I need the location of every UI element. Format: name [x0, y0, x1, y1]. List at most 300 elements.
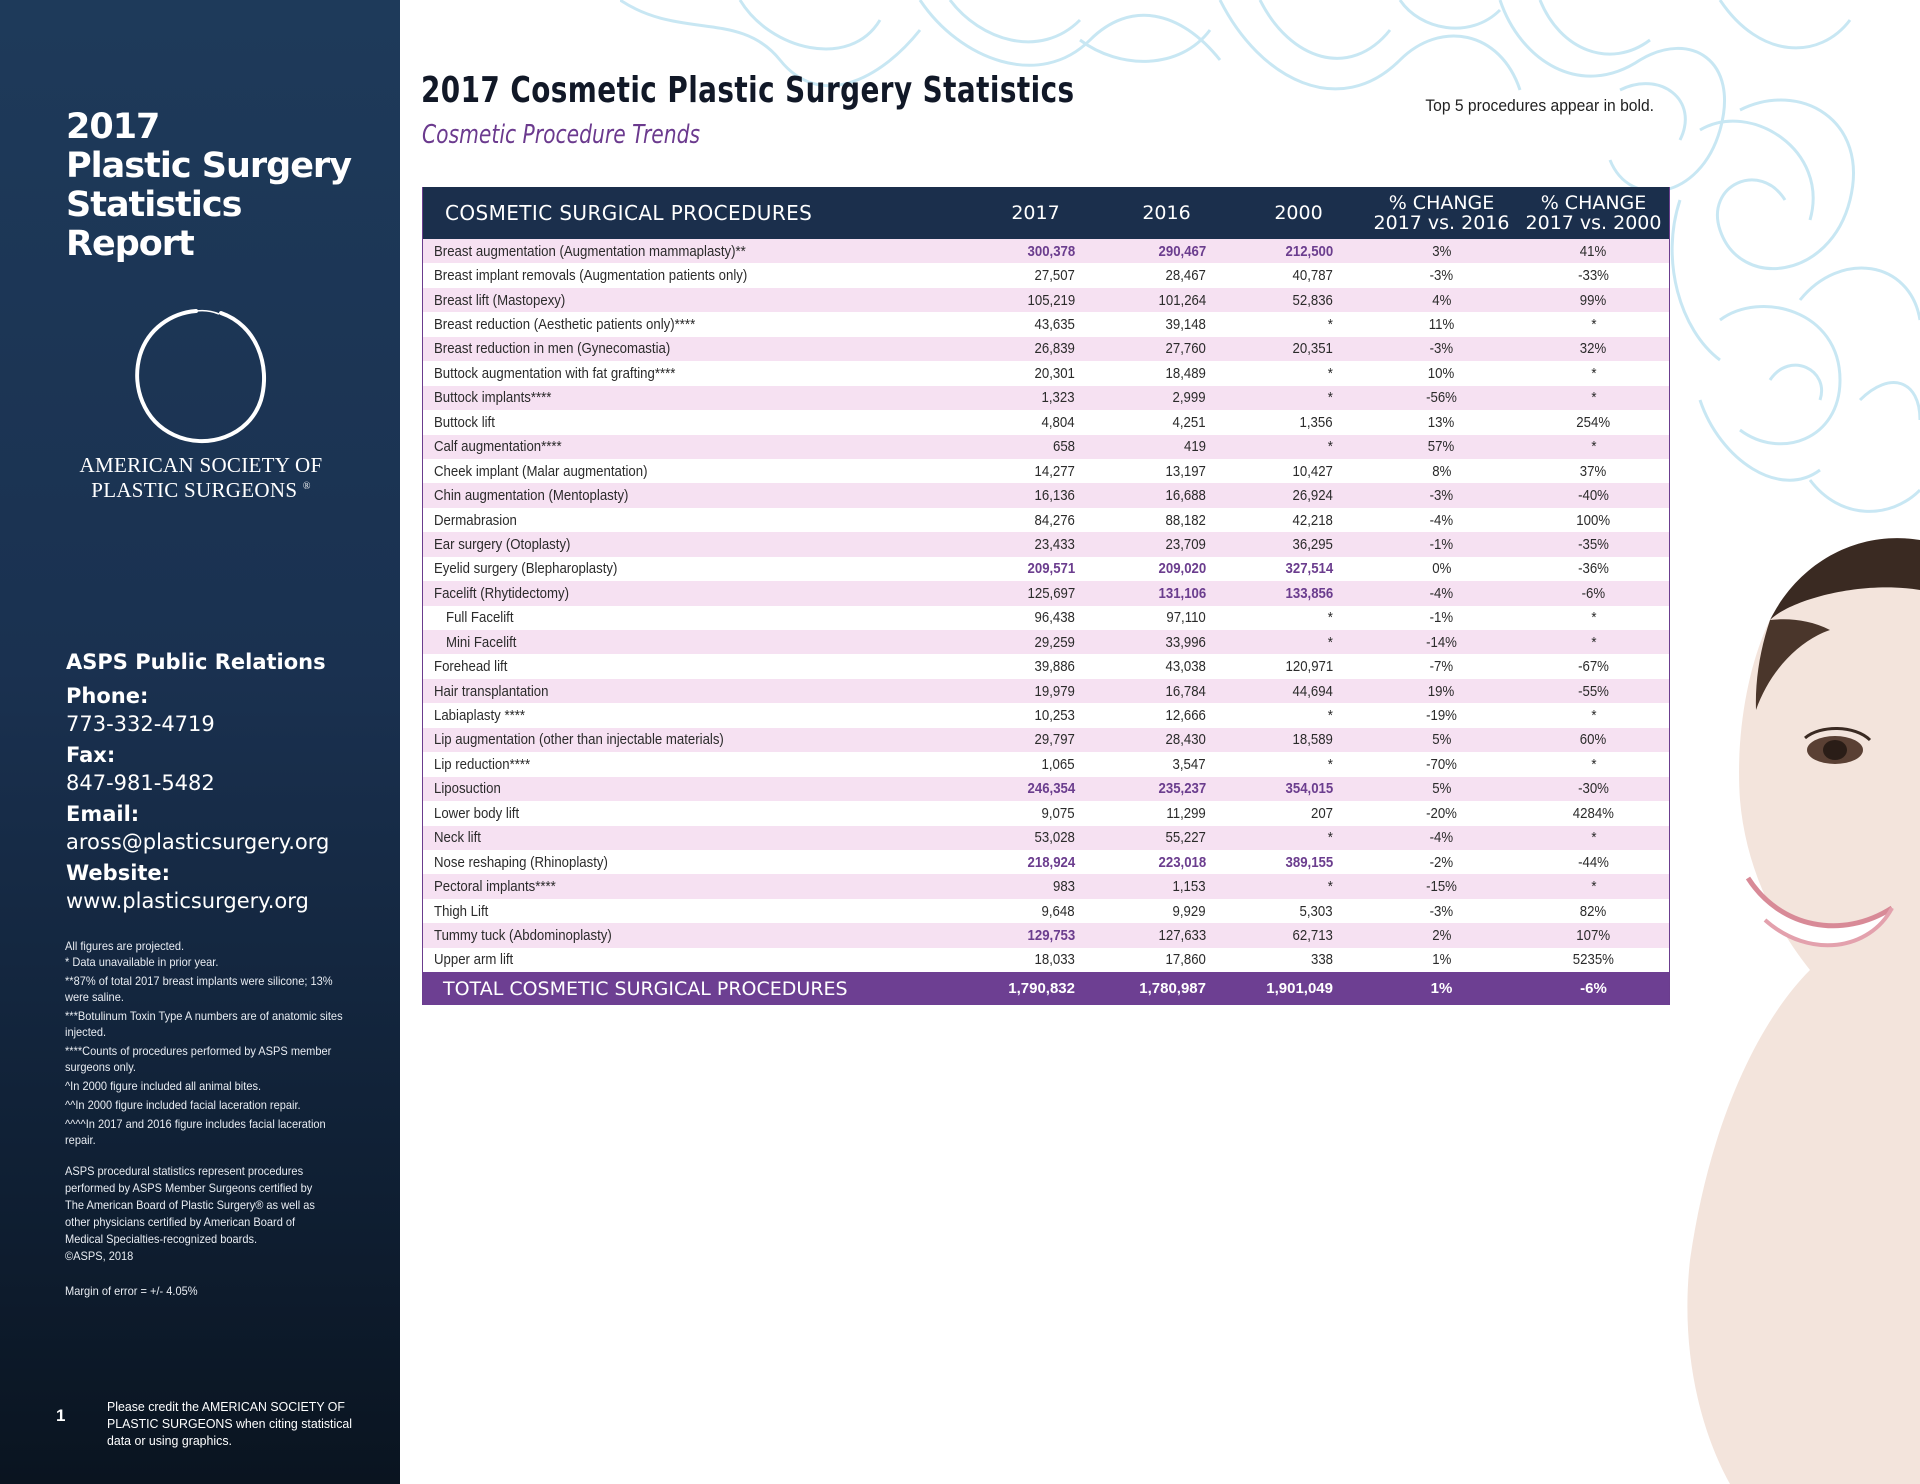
value-2000	[1232, 850, 1365, 874]
cell-text: 983	[1052, 878, 1075, 896]
procedure-name	[423, 581, 970, 605]
col-header-2016: 2016	[1142, 202, 1191, 224]
contact-heading: ASPS Public Relations	[66, 650, 326, 674]
cell-text: 39,886	[1034, 658, 1075, 676]
cell-text: 129,753	[1027, 926, 1075, 944]
value-2016	[1101, 850, 1232, 874]
table-row	[423, 923, 1669, 947]
value-2017	[970, 923, 1101, 947]
cell-text: -19%	[1426, 707, 1457, 725]
contact-block	[66, 648, 329, 918]
value-2017	[970, 679, 1101, 703]
cell-text: -55%	[1578, 682, 1609, 700]
procedure-name	[423, 899, 970, 923]
total-change-2016	[1365, 972, 1518, 1005]
value-2000	[1232, 386, 1365, 410]
total-2000	[1232, 972, 1365, 1005]
value-2000	[1232, 923, 1365, 947]
footnote: ^In 2000 figure included all animal bites.	[65, 1079, 262, 1093]
cell-text: 27,760	[1165, 340, 1206, 358]
cell-text: Breast implant removals (Augmentation patients only)	[434, 267, 748, 285]
value-2016	[1101, 435, 1232, 459]
footnote: ^^In 2000 figure included facial laceration repair.	[65, 1098, 301, 1112]
col-header-2017: 2017	[1011, 202, 1060, 224]
cell-text: -3%	[1429, 487, 1454, 505]
change-2000	[1518, 361, 1669, 385]
procedure-name	[423, 410, 970, 434]
procedure-name	[423, 508, 970, 532]
cell-text: 16,784	[1165, 682, 1206, 700]
cell-text: Nose reshaping (Rhinoplasty)	[434, 853, 608, 871]
procedure-name	[423, 923, 970, 947]
cell-text: *	[1590, 316, 1597, 334]
change-2000	[1518, 459, 1669, 483]
change-2016	[1365, 777, 1518, 801]
change-2016	[1365, 557, 1518, 581]
cell-text: *	[1590, 438, 1597, 456]
cell-text: 11%	[1428, 316, 1455, 334]
cell-text: 8%	[1431, 462, 1452, 480]
cell-text: Facelift (Rhytidectomy)	[434, 584, 569, 602]
change-2000	[1518, 801, 1669, 825]
cell-text: Labiaplasty ****	[434, 707, 525, 725]
cell-text: 53,028	[1034, 829, 1075, 847]
cell-text: 42,218	[1292, 511, 1333, 529]
value-2017	[970, 483, 1101, 507]
value-2000	[1232, 581, 1365, 605]
value-2017	[970, 703, 1101, 727]
table-row	[423, 435, 1669, 459]
top5-note: Top 5 procedures appear in bold.	[1425, 96, 1654, 115]
procedure-name	[423, 801, 970, 825]
value-2016	[1101, 288, 1232, 312]
cell-text: 28,430	[1165, 731, 1206, 749]
email-label: Email:	[66, 802, 140, 826]
report-title	[66, 108, 351, 264]
table-row	[423, 532, 1669, 556]
value-2000	[1232, 679, 1365, 703]
change-2016	[1365, 801, 1518, 825]
procedures-table	[422, 187, 1670, 1005]
cell-text: -36%	[1578, 560, 1609, 578]
cell-text: Hair transplantation	[434, 682, 549, 700]
cell-text: 131,106	[1158, 584, 1206, 602]
value-2016	[1101, 801, 1232, 825]
procedure-name	[423, 312, 970, 336]
change-2016	[1365, 948, 1518, 972]
cell-text: 133,856	[1285, 584, 1333, 602]
table-body	[423, 239, 1669, 972]
cell-text: 1,901,049	[1266, 980, 1333, 998]
cell-text: 125,697	[1027, 584, 1075, 602]
cell-text: -3%	[1429, 340, 1454, 358]
change-2016	[1365, 899, 1518, 923]
cell-text: 62,713	[1292, 926, 1333, 944]
change-2000	[1518, 728, 1669, 752]
cell-text: 44,694	[1292, 682, 1333, 700]
cell-text: 419	[1183, 438, 1206, 456]
cell-text: *	[1327, 707, 1333, 725]
footnote: All figures are projected.	[65, 939, 185, 953]
cell-text: Full Facelift	[446, 609, 514, 627]
cell-text: 354,015	[1285, 780, 1333, 798]
value-2017	[970, 312, 1101, 336]
value-2016	[1101, 630, 1232, 654]
cell-text: 1,065	[1041, 755, 1075, 773]
cell-text: 107%	[1576, 926, 1611, 944]
cell-text: Thigh Lift	[434, 902, 489, 920]
cell-text: 246,354	[1027, 780, 1075, 798]
table-row	[423, 899, 1669, 923]
footnote: * Data unavailable in prior year.	[65, 955, 219, 969]
procedure-name	[423, 263, 970, 287]
value-2000	[1232, 826, 1365, 850]
cell-text: Buttock implants****	[434, 389, 552, 407]
cell-text: *	[1327, 316, 1333, 334]
change-2000	[1518, 557, 1669, 581]
change-2016	[1365, 508, 1518, 532]
value-2000	[1232, 312, 1365, 336]
cell-text: -40%	[1578, 487, 1609, 505]
value-2017	[970, 557, 1101, 581]
cell-text: -4%	[1429, 511, 1454, 529]
cell-text: 26,839	[1034, 340, 1075, 358]
cell-text: 27,507	[1034, 267, 1075, 285]
change-2000	[1518, 703, 1669, 727]
value-2000	[1232, 435, 1365, 459]
change-2016	[1365, 386, 1518, 410]
cell-text: 18,489	[1165, 364, 1206, 382]
table-row	[423, 630, 1669, 654]
page-number: 1	[56, 1406, 66, 1425]
cell-text: Buttock lift	[434, 413, 495, 431]
table-row	[423, 386, 1669, 410]
cell-text: 105,219	[1027, 291, 1075, 309]
procedure-name	[423, 850, 970, 874]
table-row	[423, 948, 1669, 972]
cell-text: Pectoral implants****	[434, 878, 556, 896]
cell-text: 23,433	[1034, 535, 1075, 553]
cell-text: 9,075	[1041, 804, 1075, 822]
cell-text: -30%	[1578, 780, 1609, 798]
table-row	[423, 263, 1669, 287]
change-2016	[1365, 874, 1518, 898]
change-2000	[1518, 948, 1669, 972]
cell-text: -3%	[1429, 267, 1454, 285]
page-subtitle: Cosmetic Procedure Trends	[422, 120, 701, 150]
cell-text: 84,276	[1034, 511, 1075, 529]
cell-text: -7%	[1429, 658, 1454, 676]
cell-text: *	[1590, 878, 1597, 896]
cell-text: 33,996	[1165, 633, 1206, 651]
value-2017	[970, 899, 1101, 923]
cell-text: *	[1327, 829, 1333, 847]
value-2016	[1101, 948, 1232, 972]
cell-text: Eyelid surgery (Blepharoplasty)	[434, 560, 618, 578]
value-2000	[1232, 483, 1365, 507]
cell-text: 16,136	[1034, 487, 1075, 505]
table-row	[423, 826, 1669, 850]
cell-text: *	[1590, 755, 1597, 773]
cell-text: 99%	[1580, 291, 1607, 309]
value-2016	[1101, 752, 1232, 776]
cell-text: Forehead lift	[434, 658, 508, 676]
procedure-name	[423, 826, 970, 850]
change-2000	[1518, 410, 1669, 434]
value-2017	[970, 606, 1101, 630]
value-2017	[970, 288, 1101, 312]
procedure-name	[423, 728, 970, 752]
change-2000	[1518, 483, 1669, 507]
cell-text: 223,018	[1158, 853, 1206, 871]
table-row	[423, 850, 1669, 874]
cell-text: *	[1590, 389, 1597, 407]
value-2017	[970, 361, 1101, 385]
procedure-name	[423, 874, 970, 898]
table-row	[423, 728, 1669, 752]
cell-text: 97,110	[1166, 609, 1206, 627]
email-link[interactable]: aross@plasticsurgery.org	[66, 830, 330, 854]
website-label: Website:	[66, 861, 171, 885]
value-2016	[1101, 483, 1232, 507]
change-2016	[1365, 532, 1518, 556]
procedure-name	[423, 483, 970, 507]
cell-text: 1,153	[1172, 878, 1206, 896]
cell-text: Breast reduction in men (Gynecomastia)	[434, 340, 671, 358]
change-2016	[1365, 337, 1518, 361]
credit-note: Please credit the AMERICAN SOCIETY OF PLASTIC SURGEONS when citing statistical data or using graphics.	[107, 1399, 353, 1448]
cell-text: 36,295	[1292, 535, 1333, 553]
procedure-name	[423, 435, 970, 459]
cell-text: 19%	[1428, 682, 1455, 700]
change-2000	[1518, 386, 1669, 410]
procedure-name	[423, 288, 970, 312]
value-2016	[1101, 654, 1232, 678]
change-2016	[1365, 630, 1518, 654]
procedure-name	[423, 752, 970, 776]
change-2000	[1518, 532, 1669, 556]
cell-text: 658	[1052, 438, 1075, 456]
value-2016	[1101, 337, 1232, 361]
change-2016	[1365, 263, 1518, 287]
value-2017	[970, 826, 1101, 850]
page-title: 2017 Cosmetic Plastic Surgery Statistics	[421, 70, 1075, 111]
col-header-change-2000	[1518, 187, 1669, 239]
cell-text: 16,688	[1165, 487, 1206, 505]
cell-text: -44%	[1578, 853, 1609, 871]
col-header-change-2016	[1365, 187, 1518, 239]
cell-text: Buttock augmentation with fat grafting****	[434, 364, 676, 382]
cell-text: *	[1327, 364, 1333, 382]
procedure-name	[423, 630, 970, 654]
cell-text: 29,259	[1034, 633, 1075, 651]
cell-text: 207	[1310, 804, 1333, 822]
change-2000	[1518, 752, 1669, 776]
cell-text: 14,277	[1034, 462, 1075, 480]
cell-text: 1%	[1430, 980, 1453, 998]
cell-text: -4%	[1429, 584, 1454, 602]
value-2000	[1232, 948, 1365, 972]
procedure-name	[423, 337, 970, 361]
cell-text: -14%	[1426, 633, 1457, 651]
change-2000	[1518, 630, 1669, 654]
fax-value: 847-981-5482	[66, 771, 215, 795]
value-2016	[1101, 826, 1232, 850]
value-2016	[1101, 361, 1232, 385]
cell-text: Cheek implant (Malar augmentation)	[434, 462, 648, 480]
cell-text: *	[1327, 609, 1333, 627]
value-2000	[1232, 801, 1365, 825]
cell-text: 300,378	[1027, 242, 1075, 260]
procedure-name	[423, 777, 970, 801]
cell-text: 11,299	[1166, 804, 1206, 822]
cell-text: 52,836	[1292, 291, 1333, 309]
cell-text: 209,020	[1158, 560, 1206, 578]
cell-text: 101,264	[1158, 291, 1206, 309]
footnotes	[65, 938, 355, 1151]
cell-text: Mini Facelift	[446, 633, 517, 651]
cell-text: 218,924	[1027, 853, 1075, 871]
cell-text: 18,589	[1292, 731, 1333, 749]
value-2016	[1101, 508, 1232, 532]
change-2000	[1518, 312, 1669, 336]
asps-note	[65, 1163, 332, 1265]
change-2016	[1365, 288, 1518, 312]
value-2016	[1101, 606, 1232, 630]
change-2016	[1365, 923, 1518, 947]
table-row	[423, 459, 1669, 483]
change-2000	[1518, 654, 1669, 678]
cell-text: 39,148	[1165, 316, 1206, 334]
col-header-line: 2017 vs. 2000	[1525, 212, 1662, 234]
cell-text: 254%	[1576, 413, 1611, 431]
cell-text: -15%	[1426, 878, 1457, 896]
table-row	[423, 361, 1669, 385]
footnote: **87% of total 2017 breast implants were silicone; 13% were saline.	[65, 974, 333, 1004]
change-2016	[1365, 435, 1518, 459]
value-2016	[1101, 557, 1232, 581]
value-2016	[1101, 679, 1232, 703]
cell-text: *	[1590, 633, 1597, 651]
value-2000	[1232, 337, 1365, 361]
cell-text: -3%	[1429, 902, 1454, 920]
value-2000	[1232, 899, 1365, 923]
value-2000	[1232, 410, 1365, 434]
value-2017	[970, 508, 1101, 532]
procedure-name	[423, 606, 970, 630]
procedure-name	[423, 654, 970, 678]
table-row	[423, 874, 1669, 898]
footnote: ****Counts of procedures performed by ASPS member surgeons only.	[65, 1044, 332, 1074]
table-row	[423, 777, 1669, 801]
change-2000	[1518, 679, 1669, 703]
change-2016	[1365, 361, 1518, 385]
cell-text: 12,666	[1165, 707, 1206, 725]
cell-text: 26,924	[1292, 487, 1333, 505]
total-label: TOTAL COSMETIC SURGICAL PROCEDURES	[443, 977, 848, 1000]
registered-mark: ®	[302, 481, 311, 492]
cell-text: 209,571	[1027, 560, 1075, 578]
cell-text: 19,979	[1034, 682, 1075, 700]
change-2016	[1365, 410, 1518, 434]
value-2017	[970, 801, 1101, 825]
cell-text: Lip augmentation (other than injectable materials)	[434, 731, 724, 749]
change-2000	[1518, 288, 1669, 312]
procedure-name	[423, 239, 970, 263]
procedure-name	[423, 703, 970, 727]
value-2000	[1232, 752, 1365, 776]
value-2000	[1232, 532, 1365, 556]
cell-text: 43,038	[1165, 658, 1206, 676]
cell-text: *	[1590, 707, 1597, 725]
change-2016	[1365, 483, 1518, 507]
report-title-line: Plastic Surgery	[66, 146, 352, 186]
cell-text: 4284%	[1572, 804, 1615, 822]
cell-text: 17,860	[1165, 951, 1206, 969]
copyright: ©ASPS, 2018	[65, 1249, 134, 1263]
value-2017	[970, 728, 1101, 752]
cell-text: -4%	[1429, 829, 1454, 847]
cell-text: *	[1590, 364, 1597, 382]
cell-text: 57%	[1428, 438, 1455, 456]
cell-text: Ear surgery (Otoplasty)	[434, 535, 571, 553]
cell-text: -6%	[1580, 980, 1607, 998]
change-2016	[1365, 703, 1518, 727]
cell-text: -67%	[1578, 658, 1609, 676]
cell-text: Calf augmentation****	[434, 438, 562, 456]
cell-text: Dermabrasion	[434, 511, 517, 529]
cell-text: 4,804	[1041, 413, 1075, 431]
value-2000	[1232, 459, 1365, 483]
change-2016	[1365, 752, 1518, 776]
cell-text: 4,251	[1172, 413, 1206, 431]
value-2000	[1232, 874, 1365, 898]
procedure-name	[423, 459, 970, 483]
change-2000	[1518, 899, 1669, 923]
change-2016	[1365, 312, 1518, 336]
change-2016	[1365, 239, 1518, 263]
cell-text: 10%	[1428, 364, 1455, 382]
value-2000	[1232, 777, 1365, 801]
cell-text: 20,301	[1034, 364, 1075, 382]
logo-line-text: PLASTIC SURGEONS	[91, 478, 298, 502]
total-2016	[1101, 972, 1232, 1005]
cell-text: 3,547	[1172, 755, 1206, 773]
value-2017	[970, 777, 1101, 801]
asps-note-text: ASPS procedural statistics represent procedures performed by ASPS Member Surgeons certified by The American Board of Plastic Surgery® as well as other physicians certified by American Board of Medical Specialties-recognized boards.	[65, 1164, 315, 1246]
cell-text: 235,237	[1158, 780, 1206, 798]
cell-text: 327,514	[1285, 560, 1333, 578]
cell-text: 2,999	[1172, 389, 1206, 407]
cell-text: 96,438	[1034, 609, 1075, 627]
value-2016	[1101, 410, 1232, 434]
change-2000	[1518, 435, 1669, 459]
cell-text: Neck lift	[434, 829, 481, 847]
value-2017	[970, 581, 1101, 605]
website-link[interactable]: www.plasticsurgery.org	[66, 889, 309, 913]
logo-line	[66, 476, 336, 501]
table-row	[423, 483, 1669, 507]
cell-text: -20%	[1426, 804, 1457, 822]
table-row	[423, 801, 1669, 825]
logo-line: AMERICAN SOCIETY OF	[79, 453, 323, 477]
table-row	[423, 508, 1669, 532]
procedure-name	[423, 386, 970, 410]
procedure-name	[423, 361, 970, 385]
procedure-name	[423, 557, 970, 581]
procedure-name	[423, 532, 970, 556]
change-2016	[1365, 459, 1518, 483]
